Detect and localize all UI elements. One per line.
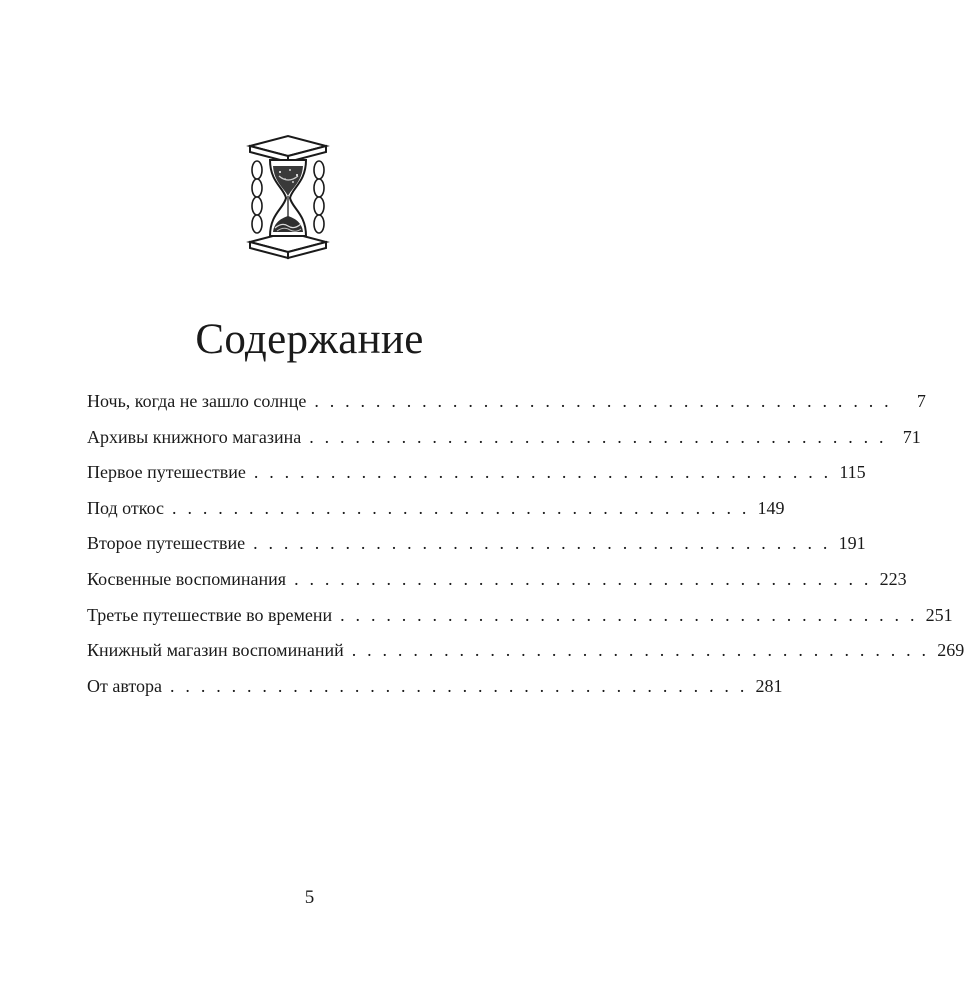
table-of-contents: [87, 384, 964, 704]
toc-entry-page: 269: [937, 640, 964, 661]
toc-entry: [87, 669, 783, 705]
toc-entry: [87, 633, 964, 669]
toc-leader-dots: . . . . . . . . . . . . . . . . . . . . . . . . . . . . . . . . . . . . . .: [309, 426, 887, 447]
toc-entry-page: 149: [757, 497, 785, 518]
toc-entry-title: Первое путешествие: [87, 462, 246, 483]
toc-entry-page: 115: [839, 462, 866, 483]
toc-leader-dots: . . . . . . . . . . . . . . . . . . . . . . . . . . . . . . . . . . . . . .: [253, 462, 832, 483]
toc-entry-title: Книжный магазин воспоминаний: [87, 640, 344, 661]
page-number: 5: [304, 887, 315, 908]
toc-entry: [87, 420, 921, 456]
toc-leader-dots: . . . . . . . . . . . . . . . . . . . . . . . . . . . . . . . . . . . . . .: [172, 497, 750, 518]
toc-entry: [87, 526, 866, 562]
toc-leader-dots: . . . . . . . . . . . . . . . . . . . . . . . . . . . . . . . . . . . . . .: [253, 533, 831, 554]
hourglass-icon: [246, 132, 330, 262]
toc-entry-title: Второе путешествие: [87, 533, 246, 554]
toc-entry-title: Третье путешествие во времени: [87, 604, 333, 625]
toc-entry: [87, 384, 926, 420]
toc-entry: [87, 455, 866, 491]
toc-entry-page: 191: [838, 533, 866, 554]
toc-entry-page: 251: [925, 604, 953, 625]
toc-entry: [87, 598, 953, 634]
toc-leader-dots: . . . . . . . . . . . . . . . . . . . . . . . . . . . . . . . . . . . . . .: [170, 675, 748, 696]
toc-entry-title: Под откос: [87, 497, 165, 518]
page-title: Содержание: [195, 316, 424, 363]
toc-entry-title: От автора: [87, 675, 163, 696]
toc-entry-page: 223: [879, 568, 907, 589]
toc-entry-page: 71: [902, 426, 921, 447]
toc-leader-dots: . . . . . . . . . . . . . . . . . . . . . . . . . . . . . . . . . . . . . .: [314, 391, 892, 411]
toc-leader-dots: . . . . . . . . . . . . . . . . . . . . . . . . . . . . . . . . . . . . . .: [294, 568, 872, 589]
toc-entry-title: Косвенные воспоминания: [87, 568, 287, 589]
toc-entry: [87, 491, 785, 527]
toc-entry-page: 7: [916, 391, 926, 411]
toc-entry-title: Ночь, когда не зашло солнце: [87, 391, 307, 411]
toc-leader-dots: . . . . . . . . . . . . . . . . . . . . . . . . . . . . . . . . . . . . . .: [351, 640, 930, 661]
toc-entry-page: 281: [755, 675, 783, 696]
toc-leader-dots: . . . . . . . . . . . . . . . . . . . . . . . . . . . . . . . . . . . . . .: [340, 604, 918, 625]
toc-entry-title: Архивы книжного магазина: [87, 426, 302, 447]
toc-entry: [87, 562, 907, 598]
